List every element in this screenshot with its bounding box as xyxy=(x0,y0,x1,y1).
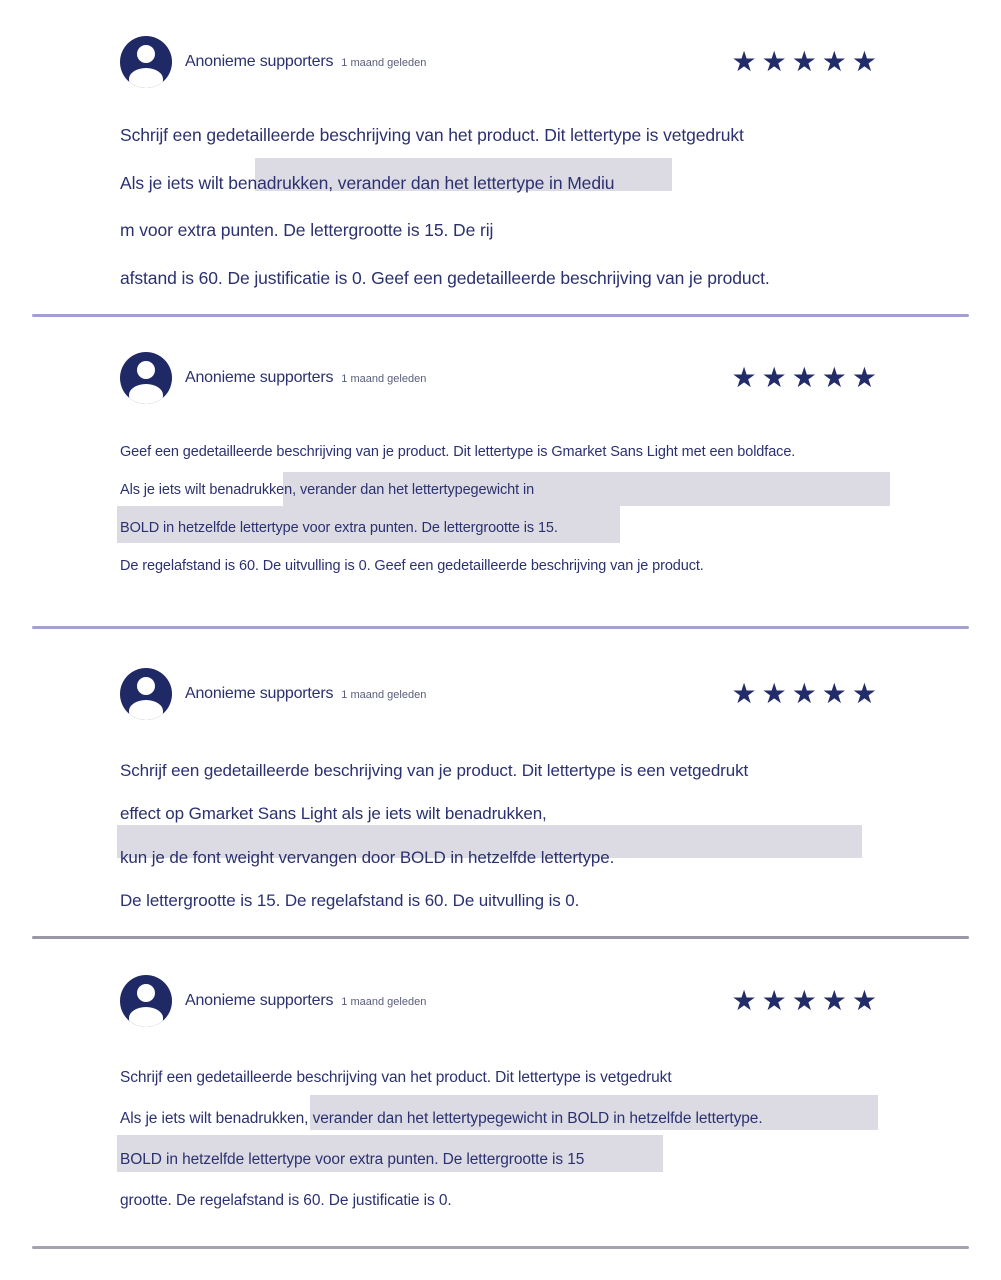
review-text-line: BOLD in hetzelfde lettertype voor extra punten. De lettergrootte is 15 xyxy=(120,1139,911,1180)
reviewer-name: Anonieme supporters xyxy=(185,53,334,70)
star-rating-icons: ★★★★★ xyxy=(731,678,882,709)
avatar xyxy=(120,352,172,404)
reviewer-name: Anonieme supporters xyxy=(185,369,334,386)
reviewer-info xyxy=(185,685,426,703)
avatar-body-icon xyxy=(129,384,163,404)
reviewer-info xyxy=(185,369,426,387)
reviewer-name: Anonieme supporters xyxy=(185,685,334,702)
review-timestamp: 1 maand geleden xyxy=(341,689,427,701)
review-text-line: Schrijf een gedetailleerde beschrijving van het product. Dit lettertype is vetgedrukt xyxy=(120,125,744,146)
review-text-line: De regelafstand is 60. De uitvulling is 0. Geef een gedetailleerde beschrijving van je product. xyxy=(120,558,704,574)
review-timestamp: 1 maand geleden xyxy=(341,373,427,385)
review-text-line: Als je iets wilt benadrukken, verander dan het lettertype in Mediu xyxy=(120,160,911,208)
review-card xyxy=(0,352,1001,585)
review-text-line: afstand is 60. De justificatie is 0. Geef een gedetailleerde beschrijving van je product. xyxy=(120,267,770,288)
review-text-line: Geef een gedetailleerde beschrijving van je product. Dit lettertype is Gmarket Sans Light met een boldface. xyxy=(120,444,796,460)
review-text-line: effect op Gmarket Sans Light als je iets wilt benadrukken, xyxy=(120,804,547,824)
review-body xyxy=(0,433,1001,585)
review-text-line: De lettergrootte is 15. De regelafstand is 60. De uitvulling is 0. xyxy=(120,891,580,911)
review-timestamp: 1 maand geleden xyxy=(341,996,427,1008)
review-card xyxy=(0,36,1001,302)
star-rating-icons: ★★★★★ xyxy=(731,362,882,393)
review-text-line: grootte. De regelafstand is 60. De justificatie is 0. xyxy=(120,1191,452,1209)
review-text-line: Als je iets wilt benadrukken, verander dan het lettertypegewicht in BOLD in hetzelfde lettertype. xyxy=(120,1098,911,1139)
avatar-body-icon xyxy=(129,700,163,720)
review-card xyxy=(0,668,1001,923)
review-header xyxy=(0,352,1001,404)
reviewer-info xyxy=(185,992,426,1010)
review-text-line: Schrijf een gedetailleerde beschrijving van het product. Dit lettertype is vetgedrukt xyxy=(120,1068,672,1086)
review-header xyxy=(0,975,1001,1027)
avatar xyxy=(120,975,172,1027)
avatar-body-icon xyxy=(129,68,163,88)
section-divider xyxy=(32,936,969,939)
review-text-line: kun je de font weight vervangen door BOLD in hetzelfde lettertype. xyxy=(120,836,911,880)
reviewer-name: Anonieme supporters xyxy=(185,992,334,1009)
review-card xyxy=(0,975,1001,1221)
section-divider xyxy=(32,314,969,317)
review-body xyxy=(0,112,1001,302)
review-text-line: Als je iets wilt benadrukken, verander dan het lettertypegewicht in xyxy=(120,471,911,509)
star-rating-icons: ★★★★★ xyxy=(731,46,882,77)
avatar xyxy=(120,36,172,88)
section-divider xyxy=(32,1246,969,1249)
star-rating-icons: ★★★★★ xyxy=(731,985,882,1016)
avatar-head-icon xyxy=(137,677,155,695)
review-body xyxy=(0,1057,1001,1221)
reviewer-info xyxy=(185,53,426,71)
section-divider xyxy=(32,626,969,629)
review-text-line: Schrijf een gedetailleerde beschrijving van je product. Dit lettertype is een vetgedrukt xyxy=(120,760,749,780)
avatar-head-icon xyxy=(137,984,155,1002)
avatar-head-icon xyxy=(137,45,155,63)
review-timestamp: 1 maand geleden xyxy=(341,57,427,69)
review-body xyxy=(0,749,1001,923)
avatar-body-icon xyxy=(129,1007,163,1027)
review-text-line: m voor extra punten. De lettergrootte is 15. De rij xyxy=(120,220,494,241)
review-header xyxy=(0,36,1001,88)
avatar-head-icon xyxy=(137,361,155,379)
avatar xyxy=(120,668,172,720)
review-text-line: BOLD in hetzelfde lettertype voor extra punten. De lettergrootte is 15. xyxy=(120,509,911,547)
review-header xyxy=(0,668,1001,720)
